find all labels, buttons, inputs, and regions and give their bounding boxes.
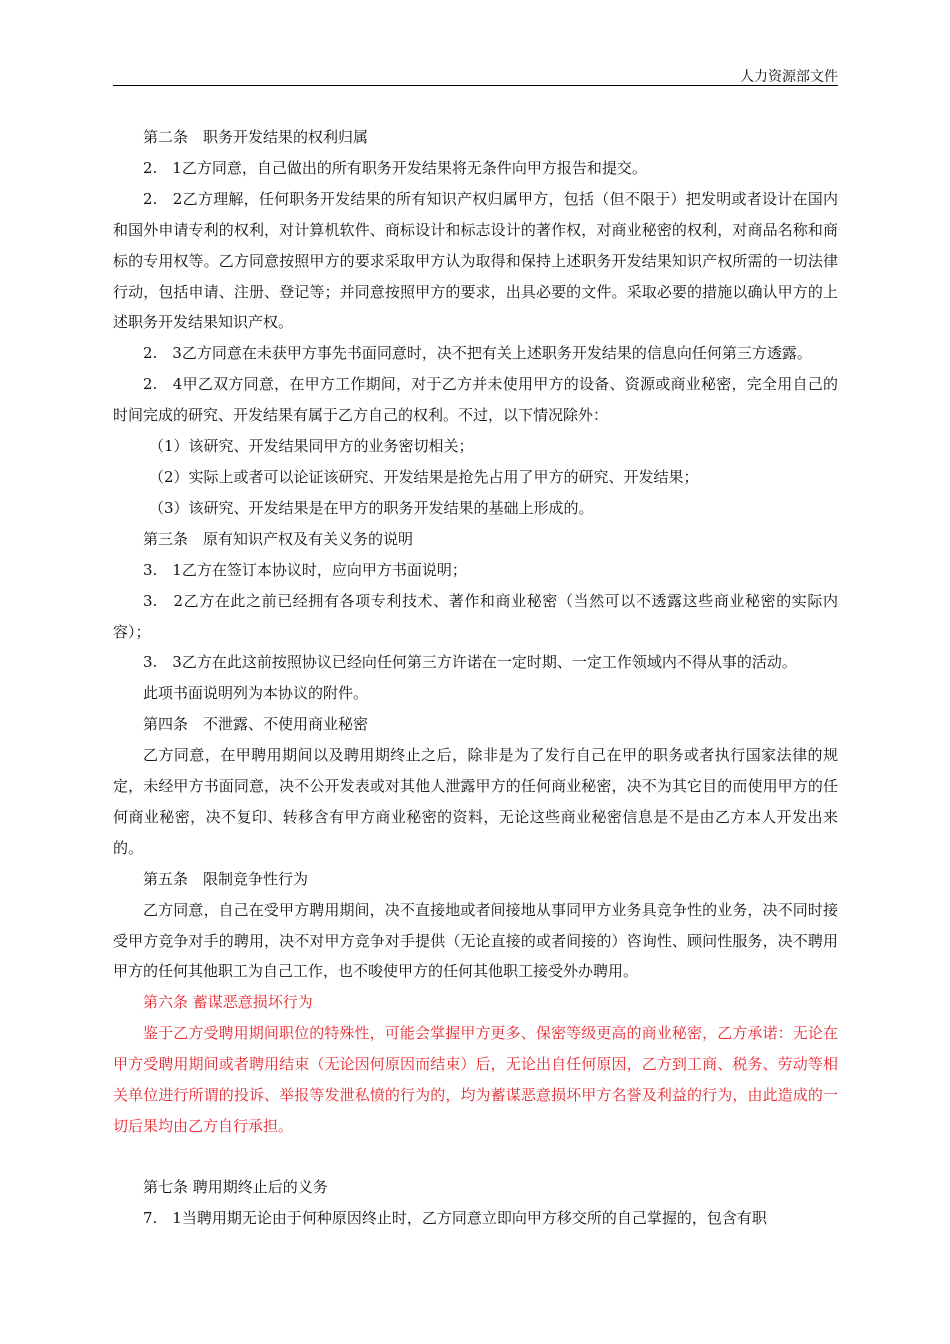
clause-2-2: 2. 2乙方理解，任何职务开发结果的所有知识产权归属甲方，包括（但不限于）把发明或者设计在国内和国外申请专利的权利，对计算机软件、商标设计和标志设计的著作权，对商业秘密的权利，对商品名称和商标的专用权等。乙方同意按照甲方的要求采取甲方认为取得和保持上述职务开发结果知识产权所需的一切法律行动，包括申请、注册、登记等；并同意按照甲方的要求，出具必要的文件。采取必要的措施以确认甲方的上述职务开发结果知识产权。 [113,189,838,332]
article-7-heading: 第七条 聘用期终止后的义务 [143,1177,328,1196]
clause-2-3: 2. 3乙方同意在未获甲方事先书面同意时，决不把有关上述职务开发结果的信息向任何第三方透露。 [143,344,812,363]
paragraph-spacer [113,1142,838,1172]
article-2-heading: 第二条 职务开发结果的权利归属 [143,128,369,146]
article-6-heading: 第六条 蓄谋恶意损坏行为 [143,993,313,1012]
article-5-body: 乙方同意，自己在受甲方聘用期间，决不直接地或者间接地从事同甲方业务具竞争性的业务，决不同时接受甲方竞争对手的聘用，决不对甲方竞争对手提供（无论直接的或者间接的）咨询性、顾问性服务，决不聘用甲方的任何其他职工为自己工作，也不唆使甲方的任何其他职工接受外办聘用。 [113,900,838,981]
header-divider [113,85,838,86]
exception-item-1: （1）该研究、开发结果同甲方的业务密切相关； [149,437,474,456]
clause-7-1: 7. 1当聘用期无论由于何种原因终止时，乙方同意立即向甲方移交所的自己掌握的，包含有职 [143,1208,767,1227]
article-4-heading: 第四条 不泄露、不使用商业秘密 [143,715,369,734]
document-header-title: 人力资源部文件 [740,69,838,85]
article-3-heading: 第三条 原有知识产权及有关义务的说明 [143,529,414,548]
clause-3-2: 3. 2乙方在此之前已经拥有各项专利技术、著作和商业秘密（当然可以不透露这些商业秘密的实际内容）； [113,591,838,641]
document-body [113,122,838,1234]
clause-3-1: 3. 1乙方在签订本协议时，应向甲方书面说明； [143,560,467,579]
exception-item-3: （3）该研究、开发结果是在甲方的职务开发结果的基础上形成的。 [149,498,594,517]
exception-item-2: （2）实际上或者可以论证该研究、开发结果是抢先占用了甲方的研究、开发结果； [149,467,699,486]
attachment-note: 此项书面说明列为本协议的附件。 [143,684,369,703]
article-6-body: 鉴于乙方受聘用期间职位的特殊性，可能会掌握甲方更多、保密等级更高的商业秘密，乙方承诺：无论在甲方受聘用期间或者聘用结束（无论因何原因而结束）后，无论出自任何原因，乙方到工商、税务、劳动等相关单位进行所谓的投诉、举报等发泄私愤的行为的，均为蓄谋恶意损坏甲方名誉及利益的行为，由此造成的一切后果均由乙方自行承担。 [113,1024,838,1135]
clause-2-1: 2. 1乙方同意，自己做出的所有职务开发结果将无条件向甲方报告和提交。 [143,158,647,177]
article-4-body: 乙方同意，在甲聘用期间以及聘用期终止之后，除非是为了发行自己在甲的职务或者执行国家法律的规定，未经甲方书面同意，决不公开发表或对其他人泄露甲方的任何商业秘密，决不为其它目的而使用甲方的任何商业秘密，决不复印、转移含有甲方商业秘密的资料，无论这些商业秘密信息是不是由乙方本人开发出来的。 [113,746,838,857]
clause-2-4: 2. 4甲乙双方同意，在甲方工作期间，对于乙方并未使用甲方的设备、资源或商业秘密，完全用自己的时间完成的研究、开发结果有属于乙方自己的权利。不过，以下情况除外： [113,375,838,425]
article-5-heading: 第五条 限制竞争性行为 [143,869,309,888]
clause-3-3: 3. 3乙方在此这前按照协议已经向任何第三方许诺在一定时期、一定工作领域内不得从事的活动。 [143,653,797,672]
